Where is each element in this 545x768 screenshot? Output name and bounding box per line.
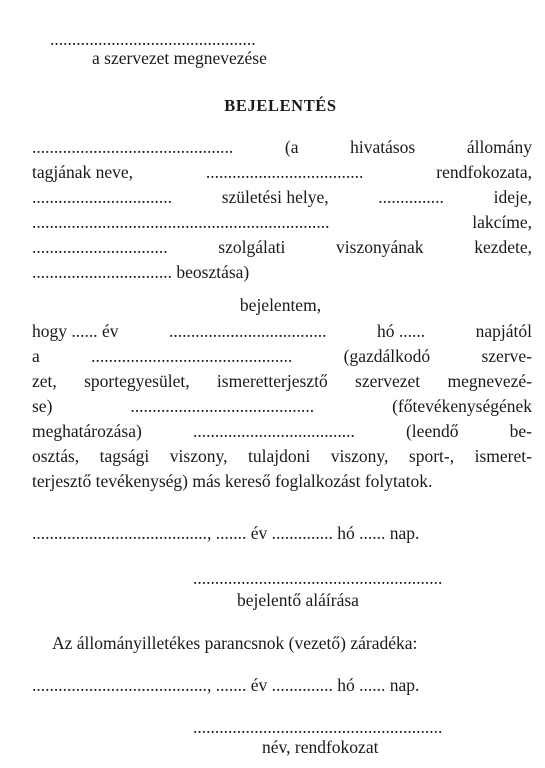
p2-line-3: zet, sportegyesület, ismeretterjesztő szervezet megnevezé- bbox=[32, 371, 532, 391]
date-line-1: ........................................, ....... év .............. hó ...... nap. bbox=[32, 523, 420, 543]
p2-line-1: hogy ...... év .................................... hó ...... napjától bbox=[32, 321, 532, 341]
p2-line-4: se) .......................................... (főtevékenységének bbox=[32, 396, 532, 416]
organization-name-blank: ............................................... bbox=[50, 29, 256, 49]
document-title: BEJELENTÉS bbox=[224, 96, 337, 115]
p1-line-4: .................................................................... lakcíme, bbox=[32, 212, 532, 232]
p2-line-7: terjesztő tevékenység) más kereső foglalkozást folytatok. bbox=[32, 471, 433, 491]
signature-caption: bejelentő aláírása bbox=[237, 590, 359, 610]
p2-line-2: a .............................................. (gazdálkodó szerve- bbox=[32, 346, 532, 366]
p1-line-5: ............................... szolgálati viszonyának kezdete, bbox=[32, 237, 532, 257]
organization-name-caption: a szervezet megnevezése bbox=[92, 48, 267, 68]
p2-line-5: meghatározása) ..................................... (leendő be- bbox=[32, 421, 532, 441]
date-line-2: ........................................, ....... év .............. hó ...... nap. bbox=[32, 675, 420, 695]
p1-line-2: tagjának neve, .................................... rendfokozata, bbox=[32, 162, 532, 182]
name-rank-caption: név, rendfokozat bbox=[262, 737, 379, 757]
signature-blank: ......................................................... bbox=[193, 568, 443, 588]
commander-signature-blank: ......................................................... bbox=[193, 717, 443, 737]
p1-line-1: .............................................. (a hivatásos állomány bbox=[32, 137, 532, 157]
announce-word: bejelentem, bbox=[239, 295, 322, 315]
p1-line-3: ................................ születési helye, ............... ideje, bbox=[32, 187, 532, 207]
clause-title: Az állományilletékes parancsnok (vezető) záradéka: bbox=[52, 633, 418, 653]
p2-line-6: osztás, tagsági viszony, tulajdoni viszony, sport-, ismeret- bbox=[32, 446, 532, 466]
p1-line-6: ................................ beosztása) bbox=[32, 262, 250, 282]
